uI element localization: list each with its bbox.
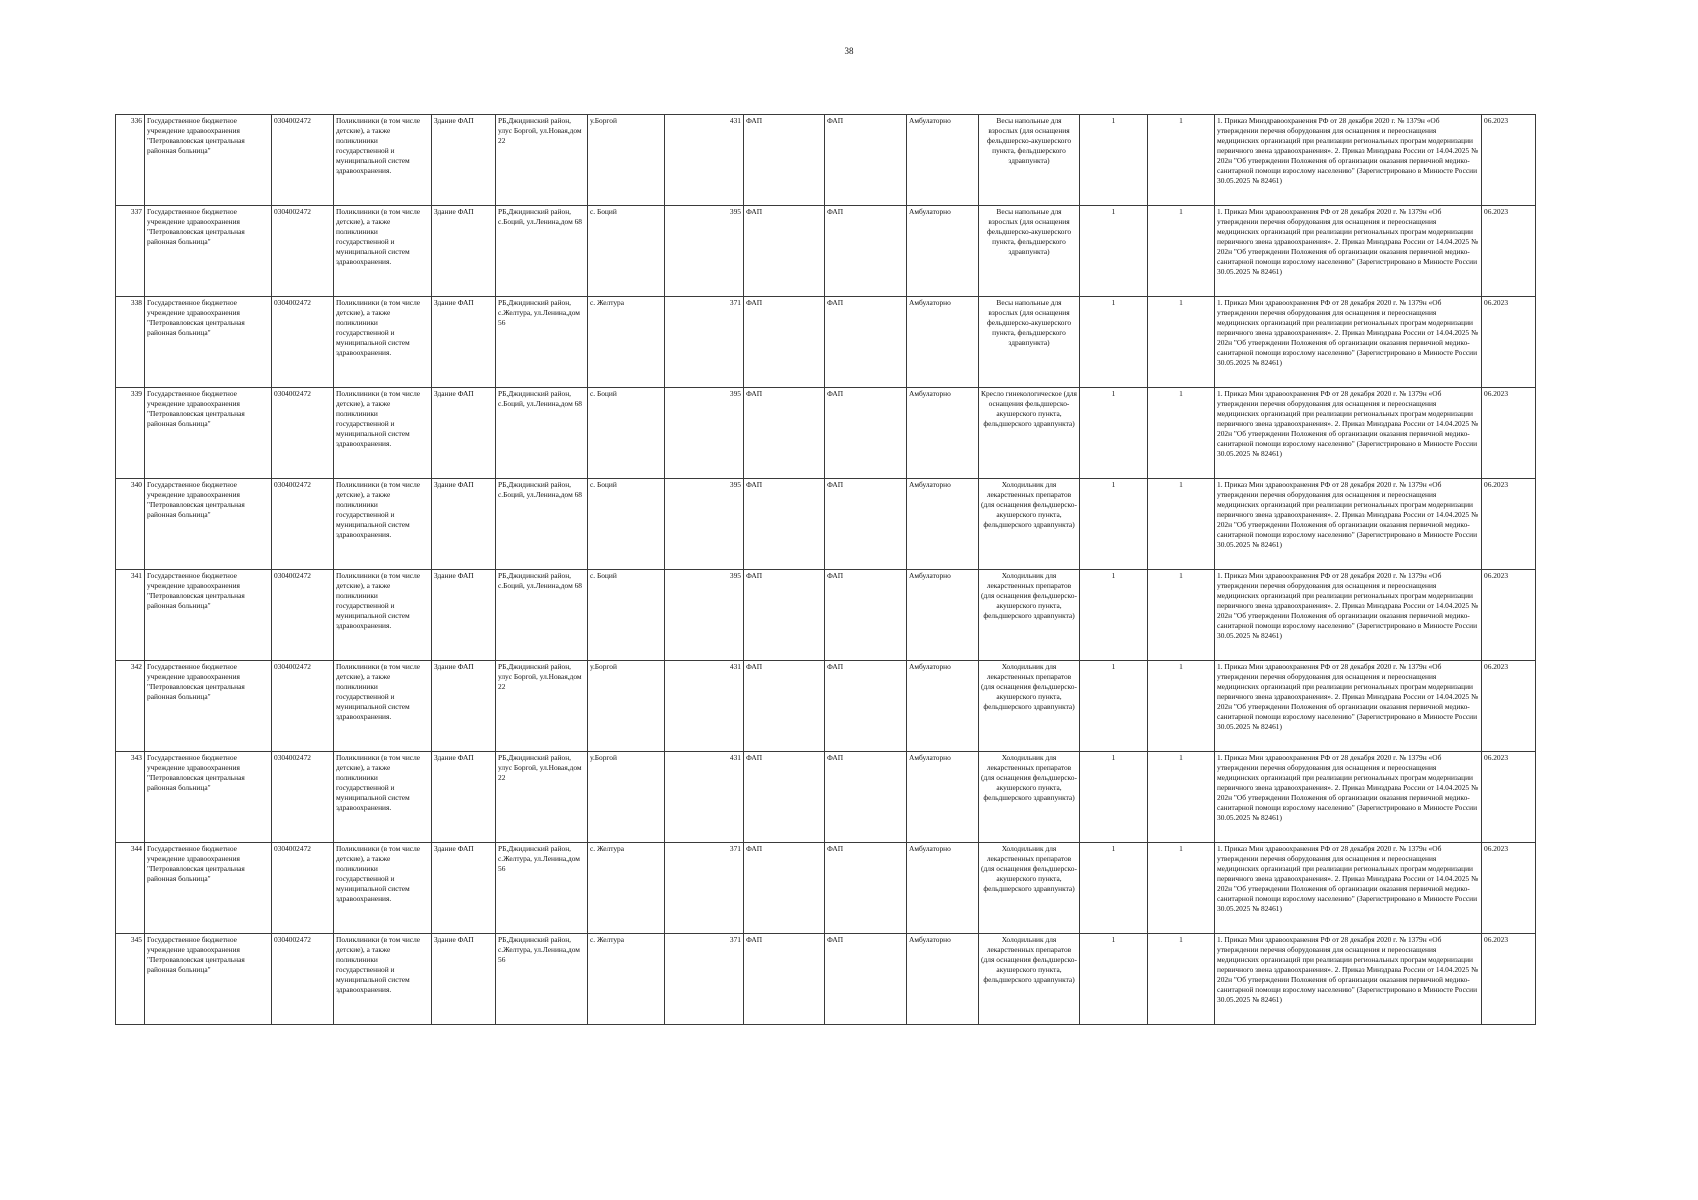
code-cell: 0304002472 (272, 206, 334, 297)
subunit-cell: ФАП (825, 115, 907, 206)
date-cell: 06.2023 (1482, 479, 1536, 570)
facility-type-cell: Поликлиники (в том числе детские), а также поликлиники государственной и муниципальной систем здравоохранения. (334, 934, 432, 1025)
code-cell: 0304002472 (272, 479, 334, 570)
equipment-cell: Холодильник для лекарственных препаратов (для оснащения фельдшерско-акушерского пункта, фельдшерского здравпункта) (979, 752, 1080, 843)
population-cell: 431 (665, 661, 744, 752)
quantity-required-cell: 1 (1148, 934, 1215, 1025)
table-row (116, 661, 1536, 752)
table-row (116, 934, 1536, 1025)
population-cell: 371 (665, 934, 744, 1025)
equipment-cell: Кресло гинекологическое (для оснащения фельдшерско-акушерского пункта, фельдшерского здравпункта) (979, 388, 1080, 479)
organization-cell: Государственное бюджетное учреждение здравоохранения "Петровавловская центральная районная больница" (145, 206, 272, 297)
facility-type-cell: Поликлиники (в том числе детские), а также поликлиники государственной и муниципальной систем здравоохранения. (334, 479, 432, 570)
equipment-cell: Весы напольные для взрослых (для оснащения фельдшерско-акушерского пункта, фельдшерского здравпункта) (979, 206, 1080, 297)
address-cell: РБ,Джидинский район, улус Боргой, ул.Новая,дом 22 (496, 661, 588, 752)
quantity-required-cell: 1 (1148, 115, 1215, 206)
quantity-required-cell: 1 (1148, 479, 1215, 570)
table-row (116, 843, 1536, 934)
subunit-cell: ФАП (825, 570, 907, 661)
building-cell: Здание ФАП (432, 934, 496, 1025)
settlement-cell: у.Боргой (588, 661, 665, 752)
quantity-required-cell: 1 (1148, 752, 1215, 843)
unit-cell: ФАП (744, 206, 825, 297)
quantity-cell: 1 (1080, 297, 1148, 388)
address-cell: РБ,Джидинский район, с.Боций, ул.Ленина,дом 68 (496, 570, 588, 661)
date-cell: 06.2023 (1482, 297, 1536, 388)
care-type-cell: Амбулаторно (907, 479, 979, 570)
subunit-cell: ФАП (825, 388, 907, 479)
quantity-cell: 1 (1080, 388, 1148, 479)
equipment-cell: Весы напольные для взрослых (для оснащения фельдшерско-акушерского пункта, фельдшерского здравпункта) (979, 297, 1080, 388)
settlement-cell: с. Желтура (588, 297, 665, 388)
subunit-cell: ФАП (825, 297, 907, 388)
date-cell: 06.2023 (1482, 206, 1536, 297)
equipment-cell: Весы напольные для взрослых (для оснащения фельдшерско-акушерского пункта, фельдшерского здравпункта) (979, 115, 1080, 206)
population-cell: 371 (665, 843, 744, 934)
organization-cell: Государственное бюджетное учреждение здравоохранения "Петровавловская центральная районная больница" (145, 479, 272, 570)
building-cell: Здание ФАП (432, 388, 496, 479)
settlement-cell: с. Боций (588, 479, 665, 570)
organization-cell: Государственное бюджетное учреждение здравоохранения "Петровавловская центральная районная больница" (145, 934, 272, 1025)
organization-cell: Государственное бюджетное учреждение здравоохранения "Петровавловская центральная районная больница" (145, 661, 272, 752)
quantity-cell: 1 (1080, 843, 1148, 934)
code-cell: 0304002472 (272, 843, 334, 934)
facility-type-cell: Поликлиники (в том числе детские), а также поликлиники государственной и муниципальной систем здравоохранения. (334, 206, 432, 297)
equipment-register-table (115, 114, 1536, 1025)
unit-cell: ФАП (744, 479, 825, 570)
address-cell: РБ,Джидинский район, с.Боций, ул.Ленина,дом 68 (496, 479, 588, 570)
row-number-cell: 343 (116, 752, 145, 843)
settlement-cell: у.Боргой (588, 115, 665, 206)
date-cell: 06.2023 (1482, 934, 1536, 1025)
legal-basis-cell: 1. Приказ Мин здравоохранения РФ от 28 декабря 2020 г. № 1379н «Об утверждении перечня оборудования для оснащения и переоснащения медицинских организаций при реализации региональных програм модернизации первичного звена здравоохранения». 2. Приказ Минздрава России от 14.04.2025 № 202н "Об утверждении Положения об организации оказания первичной медико-санитарной помощи взрослому населению" (Зарегистрировано в Минюсте России 30.05.2025 № 82461) (1215, 479, 1482, 570)
quantity-required-cell: 1 (1148, 297, 1215, 388)
equipment-cell: Холодильник для лекарственных препаратов (для оснащения фельдшерско-акушерского пункта, фельдшерского здравпункта) (979, 934, 1080, 1025)
quantity-cell: 1 (1080, 661, 1148, 752)
organization-cell: Государственное бюджетное учреждение здравоохранения "Петровавловская центральная районная больница" (145, 297, 272, 388)
equipment-cell: Холодильник для лекарственных препаратов (для оснащения фельдшерско-акушерского пункта, фельдшерского здравпункта) (979, 661, 1080, 752)
code-cell: 0304002472 (272, 570, 334, 661)
quantity-required-cell: 1 (1148, 570, 1215, 661)
row-number-cell: 344 (116, 843, 145, 934)
table-row (116, 570, 1536, 661)
table-row (116, 206, 1536, 297)
legal-basis-cell: 1. Приказ Минздравоохранения РФ от 28 декабря 2020 г. № 1379н «Об утверждении перечня оборудования для оснащения и переоснащения медицинских организаций при реализации региональных програм модернизации первичного звена здравоохранения». 2. Приказ Минздрава России от 14.04.2025 № 202н "Об утверждении Положения об организации оказания первичной медико-санитарной помощи взрослому населению" (Зарегистрировано в Минюсте России 30.05.2025 № 82461) (1215, 115, 1482, 206)
quantity-required-cell: 1 (1148, 388, 1215, 479)
quantity-required-cell: 1 (1148, 661, 1215, 752)
facility-type-cell: Поликлиники (в том числе детские), а также поликлиники государственной и муниципальной систем здравоохранения. (334, 388, 432, 479)
row-number-cell: 336 (116, 115, 145, 206)
address-cell: РБ,Джидинский район, с.Боций, ул.Ленина,дом 68 (496, 388, 588, 479)
building-cell: Здание ФАП (432, 115, 496, 206)
population-cell: 395 (665, 479, 744, 570)
table-row (116, 479, 1536, 570)
table-row (116, 388, 1536, 479)
organization-cell: Государственное бюджетное учреждение здравоохранения "Петровавловская центральная районная больница" (145, 752, 272, 843)
address-cell: РБ,Джидинский район, с.Желтура, ул.Ленина,дом 56 (496, 934, 588, 1025)
population-cell: 431 (665, 752, 744, 843)
row-number-cell: 342 (116, 661, 145, 752)
row-number-cell: 337 (116, 206, 145, 297)
table-row (116, 752, 1536, 843)
unit-cell: ФАП (744, 752, 825, 843)
settlement-cell: с. Желтура (588, 843, 665, 934)
facility-type-cell: Поликлиники (в том числе детские), а также поликлиники государственной и муниципальной систем здравоохранения. (334, 297, 432, 388)
legal-basis-cell: 1. Приказ Мин здравоохранения РФ от 28 декабря 2020 г. № 1379н «Об утверждении перечня оборудования для оснащения и переоснащения медицинских организаций при реализации региональных програм модернизации первичного звена здравоохранения». 2. Приказ Минздрава России от 14.04.2025 № 202н "Об утверждении Положения об организации оказания первичной медико-санитарной помощи взрослому населению" (Зарегистрировано в Минюсте России 30.05.2025 № 82461) (1215, 297, 1482, 388)
care-type-cell: Амбулаторно (907, 206, 979, 297)
population-cell: 395 (665, 388, 744, 479)
subunit-cell: ФАП (825, 479, 907, 570)
table-body (116, 115, 1536, 1025)
page-number: 38 (844, 46, 854, 56)
quantity-required-cell: 1 (1148, 843, 1215, 934)
code-cell: 0304002472 (272, 388, 334, 479)
building-cell: Здание ФАП (432, 752, 496, 843)
quantity-cell: 1 (1080, 752, 1148, 843)
unit-cell: ФАП (744, 934, 825, 1025)
care-type-cell: Амбулаторно (907, 388, 979, 479)
date-cell: 06.2023 (1482, 115, 1536, 206)
table-row (116, 115, 1536, 206)
subunit-cell: ФАП (825, 206, 907, 297)
address-cell: РБ,Джидинский район, с.Желтура, ул.Ленина,дом 56 (496, 843, 588, 934)
settlement-cell: с. Желтура (588, 934, 665, 1025)
settlement-cell: с. Боций (588, 388, 665, 479)
facility-type-cell: Поликлиники (в том числе детские), а также поликлиники государственной и муниципальной систем здравоохранения. (334, 752, 432, 843)
legal-basis-cell: 1. Приказ Мин здравоохранения РФ от 28 декабря 2020 г. № 1379н «Об утверждении перечня оборудования для оснащения и переоснащения медицинских организаций при реализации региональных програм модернизации первичного звена здравоохранения». 2. Приказ Минздрава России от 14.04.2025 № 202н "Об утверждении Положения об организации оказания первичной медико-санитарной помощи взрослому населению" (Зарегистрировано в Минюсте России 30.05.2025 № 82461) (1215, 752, 1482, 843)
date-cell: 06.2023 (1482, 661, 1536, 752)
building-cell: Здание ФАП (432, 843, 496, 934)
equipment-cell: Холодильник для лекарственных препаратов (для оснащения фельдшерско-акушерского пункта, фельдшерского здравпункта) (979, 570, 1080, 661)
building-cell: Здание ФАП (432, 479, 496, 570)
address-cell: РБ,Джидинский район, с.Желтура, ул.Ленина,дом 56 (496, 297, 588, 388)
quantity-required-cell: 1 (1148, 206, 1215, 297)
facility-type-cell: Поликлиники (в том числе детские), а также поликлиники государственной и муниципальной систем здравоохранения. (334, 661, 432, 752)
facility-type-cell: Поликлиники (в том числе детские), а также поликлиники государственной и муниципальной систем здравоохранения. (334, 570, 432, 661)
row-number-cell: 339 (116, 388, 145, 479)
quantity-cell: 1 (1080, 934, 1148, 1025)
address-cell: РБ,Джидинский район, улус Боргой, ул.Новая,дом 22 (496, 115, 588, 206)
care-type-cell: Амбулаторно (907, 297, 979, 388)
unit-cell: ФАП (744, 661, 825, 752)
organization-cell: Государственное бюджетное учреждение здравоохранения "Петровавловская центральная районная больница" (145, 843, 272, 934)
unit-cell: ФАП (744, 388, 825, 479)
quantity-cell: 1 (1080, 479, 1148, 570)
subunit-cell: ФАП (825, 934, 907, 1025)
building-cell: Здание ФАП (432, 297, 496, 388)
row-number-cell: 340 (116, 479, 145, 570)
legal-basis-cell: 1. Приказ Мин здравоохранения РФ от 28 декабря 2020 г. № 1379н «Об утверждении перечня оборудования для оснащения и переоснащения медицинских организаций при реализации региональных програм модернизации первичного звена здравоохранения». 2. Приказ Минздрава России от 14.04.2025 № 202н "Об утверждении Положения об организации оказания первичной медико-санитарной помощи взрослому населению" (Зарегистрировано в Минюсте России 30.05.2025 № 82461) (1215, 934, 1482, 1025)
code-cell: 0304002472 (272, 934, 334, 1025)
quantity-cell: 1 (1080, 206, 1148, 297)
subunit-cell: ФАП (825, 661, 907, 752)
care-type-cell: Амбулаторно (907, 661, 979, 752)
quantity-cell: 1 (1080, 115, 1148, 206)
legal-basis-cell: 1. Приказ Мин здравоохранения РФ от 28 декабря 2020 г. № 1379н «Об утверждении перечня оборудования для оснащения и переоснащения медицинских организаций при реализации региональных програм модернизации первичного звена здравоохранения». 2. Приказ Минздрава России от 14.04.2025 № 202н "Об утверждении Положения об организации оказания первичной медико-санитарной помощи взрослому населению" (Зарегистрировано в Минюсте России 30.05.2025 № 82461) (1215, 388, 1482, 479)
equipment-cell: Холодильник для лекарственных препаратов (для оснащения фельдшерско-акушерского пункта, фельдшерского здравпункта) (979, 479, 1080, 570)
population-cell: 395 (665, 570, 744, 661)
legal-basis-cell: 1. Приказ Мин здравоохранения РФ от 28 декабря 2020 г. № 1379н «Об утверждении перечня оборудования для оснащения и переоснащения медицинских организаций при реализации региональных програм модернизации первичного звена здравоохранения». 2. Приказ Минздрава России от 14.04.2025 № 202н "Об утверждении Положения об организации оказания первичной медико-санитарной помощи взрослому населению" (Зарегистрировано в Минюсте России 30.05.2025 № 82461) (1215, 206, 1482, 297)
settlement-cell: с. Боций (588, 570, 665, 661)
building-cell: Здание ФАП (432, 206, 496, 297)
population-cell: 395 (665, 206, 744, 297)
legal-basis-cell: 1. Приказ Мин здравоохранения РФ от 28 декабря 2020 г. № 1379н «Об утверждении перечня оборудования для оснащения и переоснащения медицинских организаций при реализации региональных програм модернизации первичного звена здравоохранения». 2. Приказ Минздрава России от 14.04.2025 № 202н "Об утверждении Положения об организации оказания первичной медико-санитарной помощи взрослому населению" (Зарегистрировано в Минюсте России 30.05.2025 № 82461) (1215, 843, 1482, 934)
equipment-cell: Холодильник для лекарственных препаратов (для оснащения фельдшерско-акушерского пункта, фельдшерского здравпункта) (979, 843, 1080, 934)
care-type-cell: Амбулаторно (907, 934, 979, 1025)
care-type-cell: Амбулаторно (907, 570, 979, 661)
care-type-cell: Амбулаторно (907, 752, 979, 843)
organization-cell: Государственное бюджетное учреждение здравоохранения "Петровавловская центральная районная больница" (145, 388, 272, 479)
organization-cell: Государственное бюджетное учреждение здравоохранения "Петровавловская центральная районная больница" (145, 115, 272, 206)
settlement-cell: у.Боргой (588, 752, 665, 843)
date-cell: 06.2023 (1482, 388, 1536, 479)
unit-cell: ФАП (744, 843, 825, 934)
subunit-cell: ФАП (825, 843, 907, 934)
legal-basis-cell: 1. Приказ Мин здравоохранения РФ от 28 декабря 2020 г. № 1379н «Об утверждении перечня оборудования для оснащения и переоснащения медицинских организаций при реализации региональных програм модернизации первичного звена здравоохранения». 2. Приказ Минздрава России от 14.04.2025 № 202н "Об утверждении Положения об организации оказания первичной медико-санитарной помощи взрослому населению" (Зарегистрировано в Минюсте России 30.05.2025 № 82461) (1215, 661, 1482, 752)
address-cell: РБ,Джидинский район, с.Боций, ул.Ленина,дом 68 (496, 206, 588, 297)
settlement-cell: с. Боций (588, 206, 665, 297)
building-cell: Здание ФАП (432, 570, 496, 661)
care-type-cell: Амбулаторно (907, 843, 979, 934)
date-cell: 06.2023 (1482, 570, 1536, 661)
unit-cell: ФАП (744, 115, 825, 206)
row-number-cell: 338 (116, 297, 145, 388)
table-row (116, 297, 1536, 388)
unit-cell: ФАП (744, 570, 825, 661)
unit-cell: ФАП (744, 297, 825, 388)
code-cell: 0304002472 (272, 752, 334, 843)
code-cell: 0304002472 (272, 115, 334, 206)
building-cell: Здание ФАП (432, 661, 496, 752)
row-number-cell: 341 (116, 570, 145, 661)
code-cell: 0304002472 (272, 297, 334, 388)
quantity-cell: 1 (1080, 570, 1148, 661)
facility-type-cell: Поликлиники (в том числе детские), а также поликлиники государственной и муниципальной систем здравоохранения. (334, 115, 432, 206)
date-cell: 06.2023 (1482, 843, 1536, 934)
subunit-cell: ФАП (825, 752, 907, 843)
population-cell: 431 (665, 115, 744, 206)
organization-cell: Государственное бюджетное учреждение здравоохранения "Петровавловская центральная районная больница" (145, 570, 272, 661)
facility-type-cell: Поликлиники (в том числе детские), а также поликлиники государственной и муниципальной систем здравоохранения. (334, 843, 432, 934)
date-cell: 06.2023 (1482, 752, 1536, 843)
row-number-cell: 345 (116, 934, 145, 1025)
code-cell: 0304002472 (272, 661, 334, 752)
legal-basis-cell: 1. Приказ Мин здравоохранения РФ от 28 декабря 2020 г. № 1379н «Об утверждении перечня оборудования для оснащения и переоснащения медицинских организаций при реализации региональных програм модернизации первичного звена здравоохранения». 2. Приказ Минздрава России от 14.04.2025 № 202н "Об утверждении Положения об организации оказания первичной медико-санитарной помощи взрослому населению" (Зарегистрировано в Минюсте России 30.05.2025 № 82461) (1215, 570, 1482, 661)
care-type-cell: Амбулаторно (907, 115, 979, 206)
address-cell: РБ,Джидинский район, улус Боргой, ул.Новая,дом 22 (496, 752, 588, 843)
population-cell: 371 (665, 297, 744, 388)
